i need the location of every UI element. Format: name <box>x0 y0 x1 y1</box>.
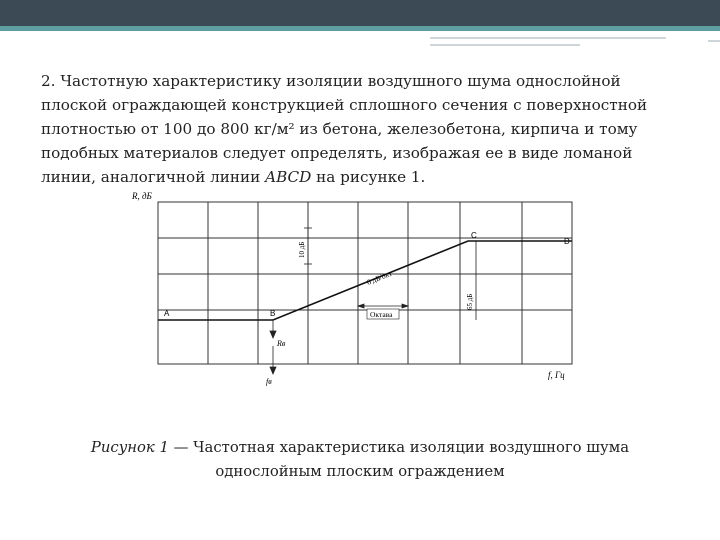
caption-text: — Частотная характеристика изоляции воздушного шума однослойным плоским ограждением <box>168 439 630 480</box>
y-axis-label: R, дБ <box>132 191 152 201</box>
point-c-label: C <box>471 231 477 240</box>
caption-italic: Рисунок 1 <box>90 439 169 456</box>
rb-fb-arrows <box>270 320 276 374</box>
dim-10db-label: 10 дБ <box>298 241 306 258</box>
fb-label: fв <box>266 377 272 386</box>
slide-top-bar <box>0 0 720 26</box>
abcd-line <box>158 241 572 320</box>
decorative-line <box>430 37 666 39</box>
octave-label: Октава <box>370 310 393 319</box>
point-b-label: B <box>270 309 276 318</box>
dim-octave <box>358 304 408 308</box>
paragraph-text: 2. Частотную характеристику изоляции воздушного шума однослойной плоской ограждающей конструкцией сплошного сечения с поверхностной плотностью от 100 до 800 кг/м² из бетона, железобетона, кирпича и тому подобных материалов следует определять, изображая ее в виде ломаной линии, аналогичной линии <box>41 72 648 186</box>
paragraph-text-end: на рисунке 1. <box>311 168 426 186</box>
point-d-label: D <box>564 237 570 246</box>
dim-65db-label: 65 дБ <box>466 293 474 310</box>
decorative-line <box>708 40 720 42</box>
decorative-line <box>430 44 580 46</box>
figure-1 <box>130 188 590 393</box>
paragraph-italic: ABCD <box>265 168 312 186</box>
figure-caption <box>40 436 680 484</box>
slope-label: 6 дБ/окт <box>365 268 394 287</box>
x-axis-label: f, Гц <box>548 370 565 380</box>
point-a-label: A <box>164 309 170 318</box>
figure-diagram <box>130 188 590 393</box>
body-paragraph <box>41 69 681 189</box>
rb-label: Rв <box>277 339 286 348</box>
slide-accent-bar <box>0 26 720 31</box>
